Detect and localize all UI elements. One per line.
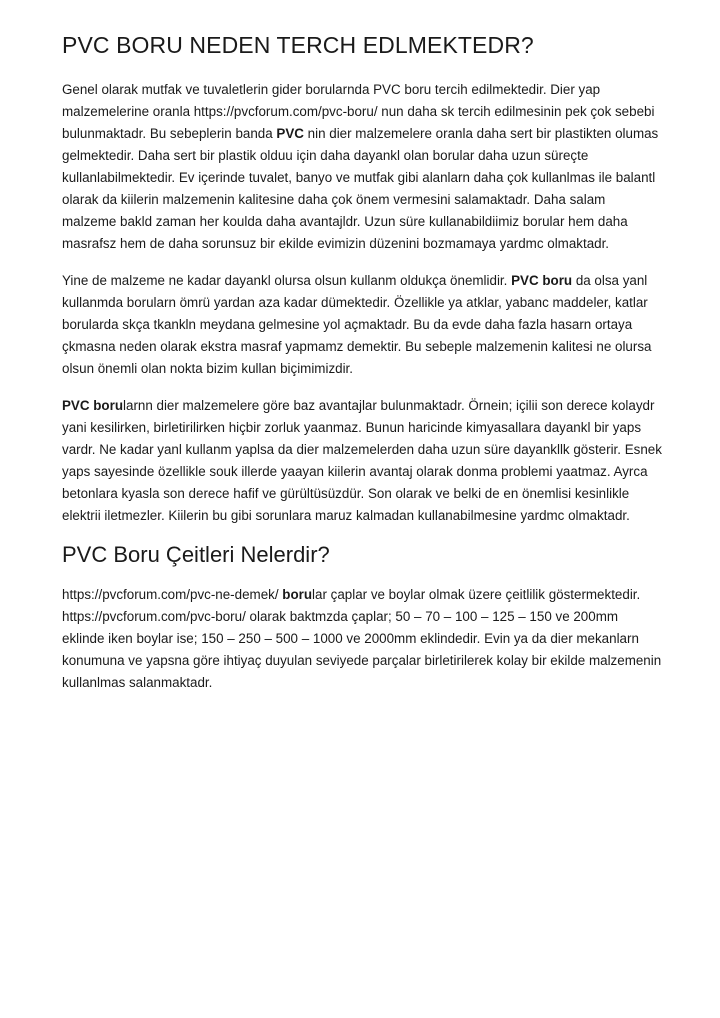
- paragraph-3: [62, 395, 662, 527]
- paragraph-1-bold: PVC: [276, 126, 304, 141]
- paragraph-4-bold: boru: [282, 587, 313, 602]
- paragraph-4-text-b: lar çaplar ve boylar olmak üzere çeitlilik göstermektedir. https://pvcforum.com/pvc-boru/ olarak baktmzda çaplar; 50 – 70 – 100 – 125 – 150 ve 200mm eklinde iken boylar ise; 150 – 250 – 500 – 1000 ve 2000mm eklindedir. Evin ya da dier mekanlarn konumuna ve yapsna göre ihtiyaç duyulan seviyede parçalar birletirilerek kolay bir ekilde malzemenin kullanlmas salanmaktadr.: [62, 587, 662, 690]
- document-page: [62, 30, 662, 694]
- paragraph-2-bold: PVC boru: [511, 273, 573, 288]
- paragraph-2-text-b: da olsa yanl kullanmda borularn ömrü yardan aza kadar dümektedir. Özellikle ya atklar, yabanc maddeler, katlar borularda skça tkankln meydana gelmesine yol açmaktadr. Bu da evde daha fazla hasarn ortaya çkmasna neden olarak ekstra masraf yapmamz demektir. Bu sebeple malzemenin kalitesi ne olursa olsun önemli olan nokta bizim kullan biçimimizdir.: [62, 273, 652, 376]
- paragraph-1: [62, 79, 662, 255]
- paragraph-2: [62, 270, 662, 380]
- paragraph-3-bold: PVC boru: [62, 398, 124, 413]
- paragraph-4: [62, 584, 662, 694]
- section-heading: PVC Boru Çeitleri Nelerdir?: [62, 542, 330, 567]
- paragraph-2-text-a: Yine de malzeme ne kadar dayankl olursa olsun kullanm oldukça önemlidir.: [62, 273, 512, 288]
- paragraph-1-text-a: Genel olarak mutfak ve tuvaletlerin gider borularnda PVC boru tercih edilmektedir. Dier yap malzemelerine oranla https://pvcforum.com/pvc-boru/ nun daha sk tercih edilmesinin pek çok sebebi bulunmaktadr. Bu sebeplerin banda: [62, 82, 655, 141]
- paragraph-4-text-a: https://pvcforum.com/pvc-ne-demek/: [62, 587, 283, 602]
- page-title: PVC BORU NEDEN TERCH EDLMEKTEDR?: [62, 32, 534, 58]
- paragraph-3-text: larnn dier malzemelere göre baz avantajlar bulunmaktadr. Örnein; içilii son derece kolaydr yani kesilirken, birletirilirken hiçbir zorluk yaanmaz. Bunun haricinde kimyasallara dayankl bir yaps vardr. Ne kadar yanl kullanm yaplsa da dier malzemelerden daha uzun süre dayankllk gösterir. Esnek yaps sayesinde özellikle souk illerde yaayan kiilerin avantaj olarak donma problemi yaatmaz. Ayrca betonlara kyasla son derece hafif ve gürültüsüzdür. Son olarak ve belki de en önemlisi kesinlikle elektrii iletmezler. Kiilerin bu gibi sorunlara maruz kalmadan kullanabilmesine yardmc olmaktadr.: [62, 398, 662, 523]
- paragraph-1-text-b: nin dier malzemelere oranla daha sert bir plastikten olumas gelmektedir. Daha sert bir plastik olduu için daha dayankl olan borular daha uzun süreçte kullanlabilmektedir. Ev içerinde tuvalet, banyo ve mutfak gibi alanlarn daha çok kullanlmas ile balantl olarak da kiilerin malzemenin kalitesine daha çok önem vermesini salamaktadr. Daha salam malzeme bakld zaman her koulda daha avantajldr. Uzun süre kullanabildiimiz borular hem daha masrafsz hem de daha sorunsuz bir ekilde evimizin düzenini bozmamaya yardmc olmaktadr.: [62, 126, 659, 251]
